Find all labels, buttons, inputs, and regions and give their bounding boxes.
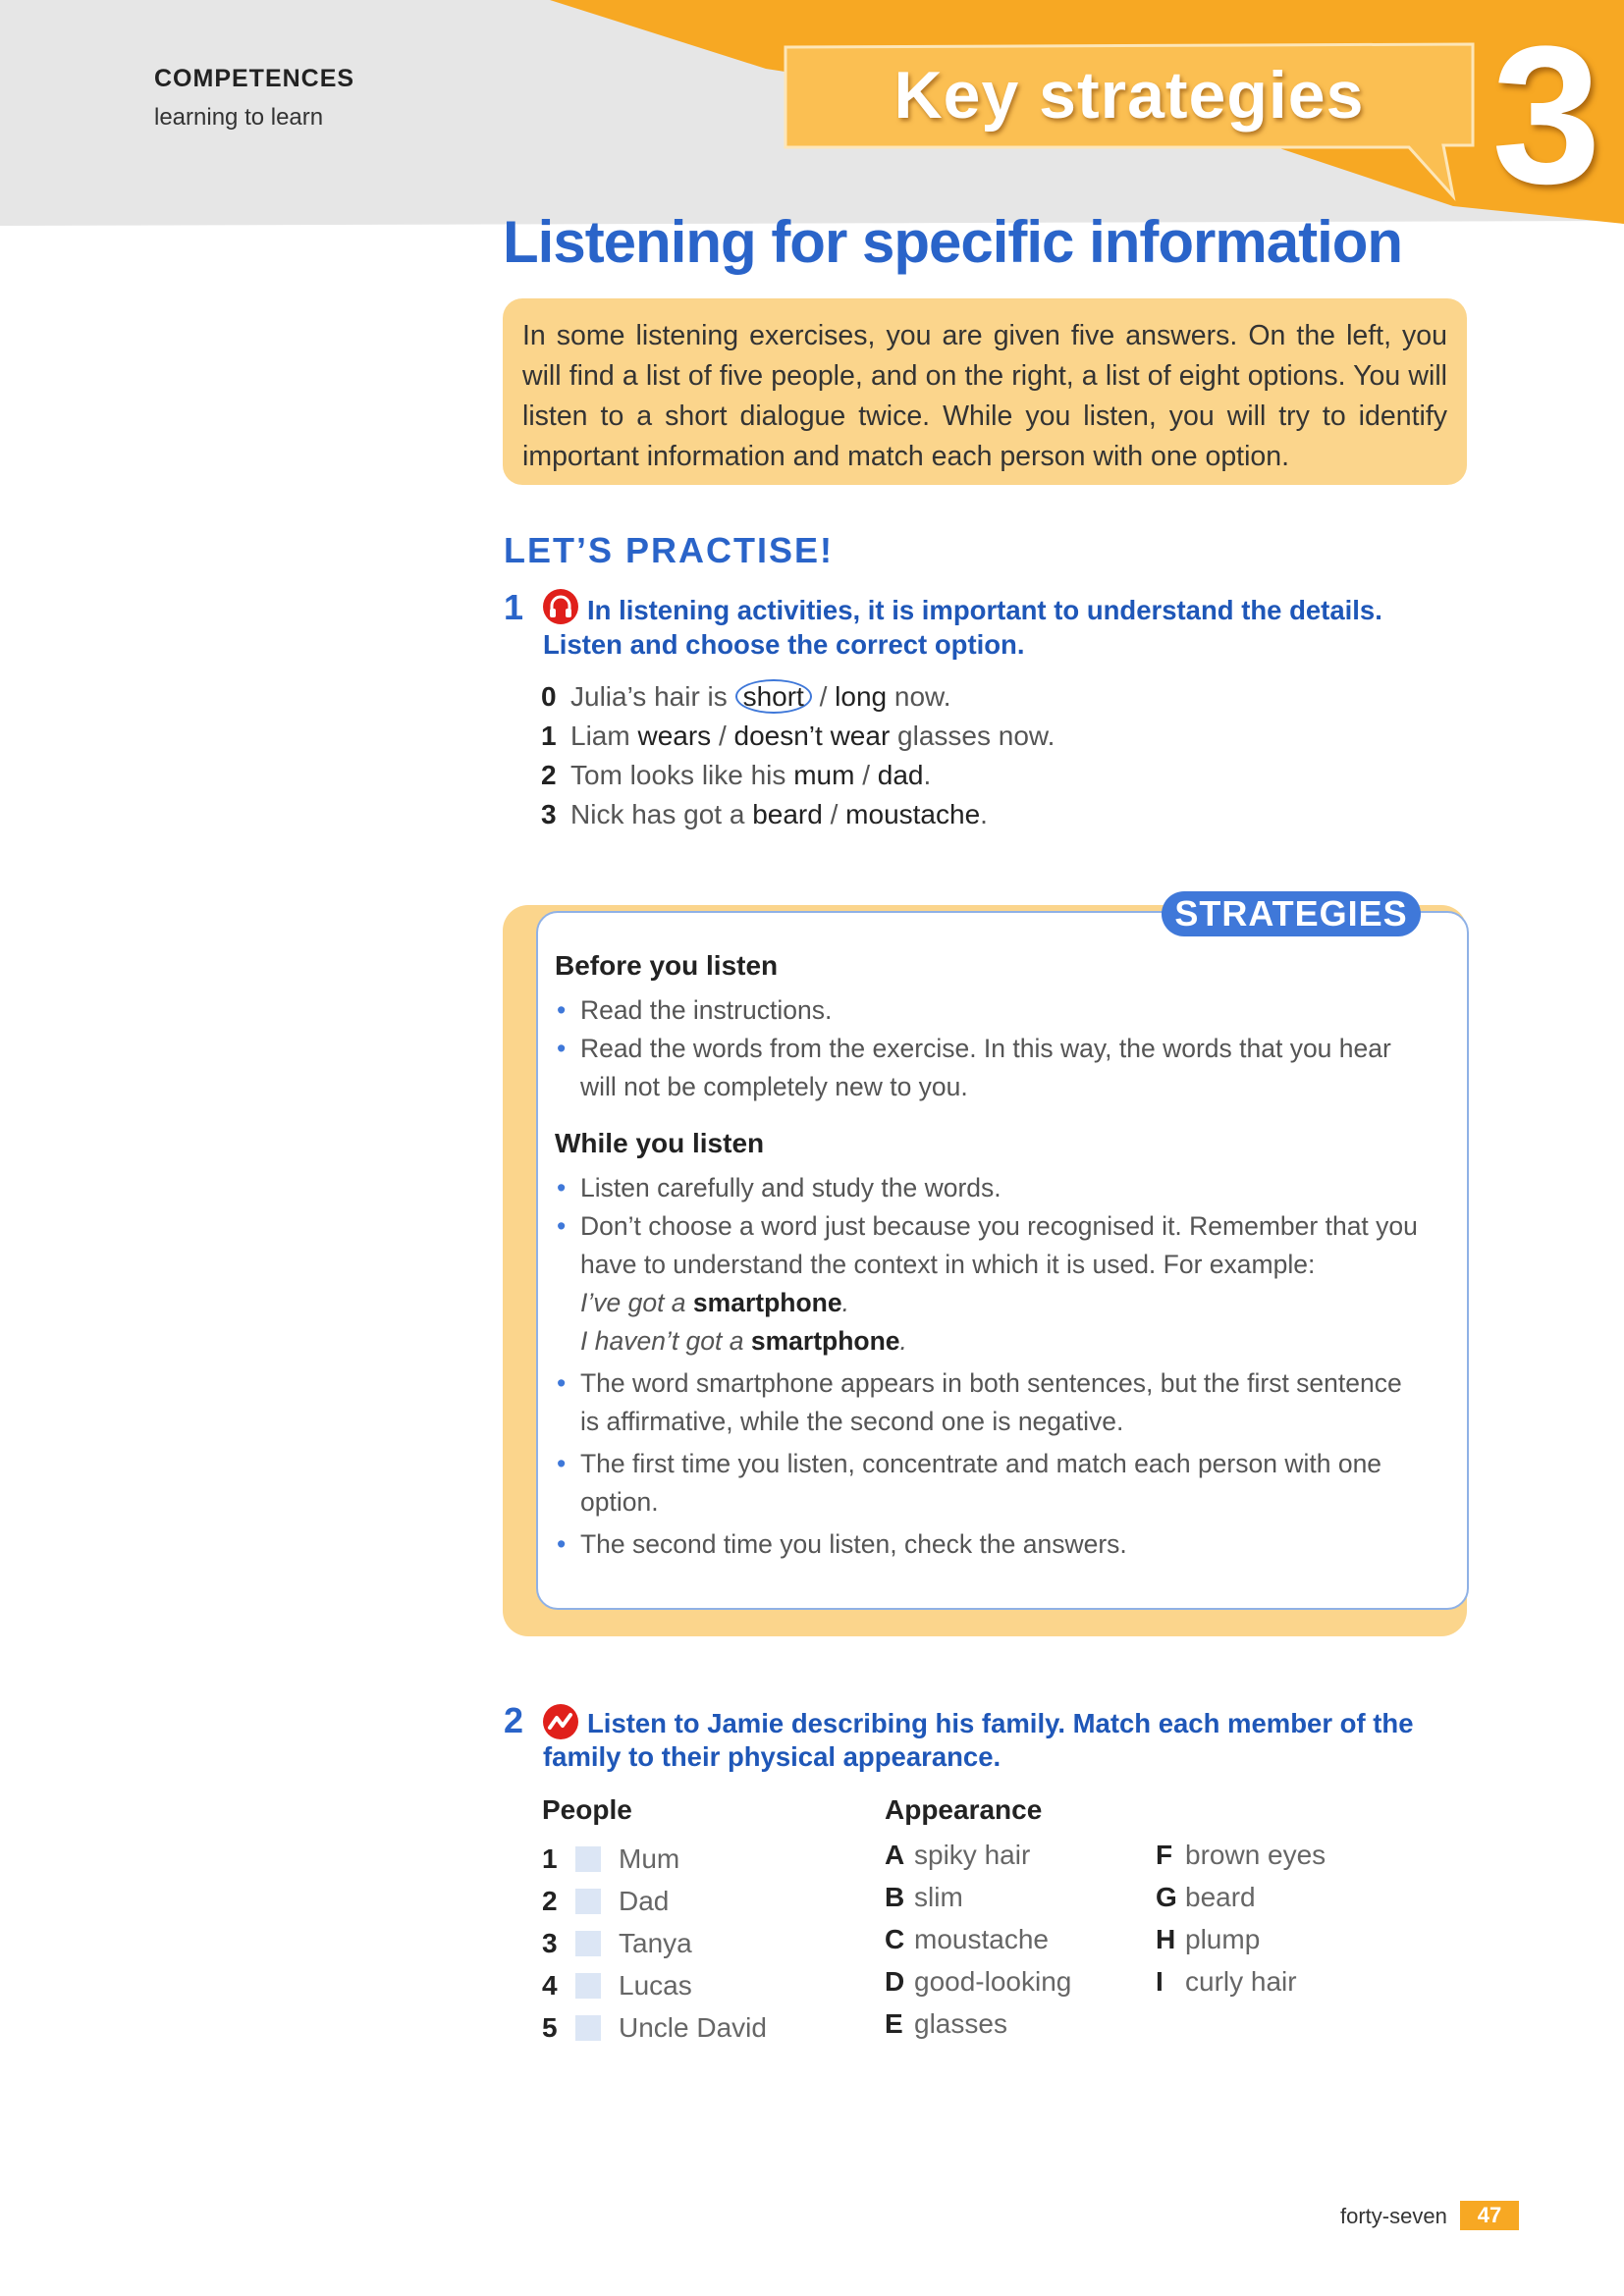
exercise-2-number: 2	[504, 1700, 524, 1740]
appearance-row	[1156, 1834, 1326, 1876]
page-title: Listening for specific information	[503, 209, 1403, 275]
strategies-box	[536, 911, 1469, 1610]
appearance-row	[885, 1876, 1071, 1918]
person-name: Dad	[619, 1886, 670, 1916]
appearance-text: good-looking	[914, 1966, 1072, 1997]
section-heading: LET’S PRACTISE!	[504, 530, 835, 570]
item-text-end: glasses now.	[890, 721, 1056, 751]
before-heading: Before you listen	[555, 950, 779, 981]
item-number: 1	[541, 721, 557, 751]
answer-box[interactable]	[575, 1846, 601, 1872]
item-text-end: .	[923, 760, 932, 790]
person-number: 1	[542, 1843, 558, 1874]
option-b[interactable]: doesn’t wear	[733, 721, 891, 751]
intro-box	[503, 298, 1467, 485]
appearance-letter: A	[885, 1840, 905, 1870]
person-number: 4	[542, 1970, 558, 2001]
item-separator: /	[811, 681, 836, 712]
exercise-1-item	[541, 717, 1055, 756]
while-heading: While you listen	[555, 1128, 765, 1158]
bullet-item: • The second time you listen, check the answers.	[555, 1525, 1438, 1564]
person-name: Mum	[619, 1843, 680, 1874]
item-text-end: now.	[887, 681, 951, 712]
bullet-item: • Read the instructions.	[555, 991, 1438, 1030]
option-a[interactable]: beard	[752, 799, 823, 829]
appearance-text: spiky hair	[914, 1840, 1031, 1870]
competences-label: COMPETENCES	[154, 65, 355, 92]
exercise-1-instruction-line2: Listen and choose the correct option.	[543, 629, 1025, 660]
appearance-letter: C	[885, 1924, 905, 1954]
person-name: Lucas	[619, 1970, 692, 2001]
bullet-continuation: have to understand the context in which it is used. For example:	[580, 1250, 1316, 1279]
example-text: I haven’t got a	[580, 1326, 751, 1356]
appearance-text: brown eyes	[1185, 1840, 1326, 1870]
example-sentence-2	[555, 1322, 1438, 1361]
appearance-row	[885, 1918, 1071, 1960]
exercise-1-instruction-line1: In listening activities, it is important to understand the details.	[587, 595, 1382, 625]
option-a-circled[interactable]: short	[735, 679, 812, 714]
example-text: I’ve got a	[580, 1288, 693, 1317]
person-row	[542, 1964, 767, 2006]
strategies-badge: STRATEGIES	[1162, 891, 1421, 936]
bullet-continuation: will not be completely new to you.	[580, 1072, 968, 1101]
appearance-row	[1156, 1876, 1326, 1918]
bullet-continuation: option.	[580, 1487, 659, 1517]
exercise-1-number: 1	[504, 587, 524, 627]
appearance-text: beard	[1185, 1882, 1256, 1912]
item-separator: /	[822, 799, 846, 829]
appearance-row	[1156, 1918, 1326, 1960]
intro-text: In some listening exercises, you are given five answers. On the left, you will find a list of five people, and on the right, a list of eight options. You will listen to a short dialogue twice. While you listen, you will try to identify important information and match each person with one option.	[522, 320, 1447, 472]
appearance-text: plump	[1185, 1924, 1261, 1954]
option-b[interactable]: long	[835, 681, 888, 712]
person-name: Uncle David	[619, 2012, 767, 2043]
person-number: 3	[542, 1928, 558, 1958]
item-separator: /	[711, 721, 734, 751]
answer-box[interactable]	[575, 1889, 601, 1914]
bullet-item: • The word smartphone appears in both sentences, but the first sentence	[555, 1364, 1438, 1403]
item-text: Nick has got a	[570, 799, 753, 829]
appearance-letter: I	[1156, 1966, 1164, 1997]
appearance-letter: H	[1156, 1924, 1176, 1954]
appearance-letter: E	[885, 2008, 903, 2039]
people-list	[542, 1838, 767, 2049]
example-keyword: smartphone	[750, 1326, 900, 1356]
bullet-continuation: is affirmative, while the second one is negative.	[580, 1407, 1124, 1436]
person-name: Tanya	[619, 1928, 692, 1958]
example-keyword: smartphone	[692, 1288, 842, 1317]
option-b[interactable]: moustache	[845, 799, 981, 829]
option-a[interactable]: wears	[637, 721, 712, 751]
appearance-text: slim	[914, 1882, 963, 1912]
strategies-content	[555, 950, 1438, 1564]
page-number: 47	[1460, 2201, 1519, 2230]
exercise-1-list	[541, 677, 1055, 834]
unit-number: 3	[1491, 6, 1601, 225]
exercise-2-instruction-line1: Listen to Jamie describing his family. Match each member of the	[587, 1708, 1414, 1738]
appearance-text: moustache	[914, 1924, 1049, 1954]
exercise-1-item	[541, 677, 1055, 717]
person-number: 5	[542, 2012, 558, 2043]
bullet-item: • Listen carefully and study the words.	[555, 1169, 1438, 1207]
item-number: 0	[541, 681, 557, 712]
bullet-item: • Read the words from the exercise. In this way, the words that you hear	[555, 1030, 1438, 1068]
person-row	[542, 1838, 767, 1880]
answer-box[interactable]	[575, 1931, 601, 1956]
person-number: 2	[542, 1886, 558, 1916]
option-b[interactable]: dad	[877, 760, 924, 790]
example-sentence-1	[555, 1284, 1438, 1322]
item-separator: /	[854, 760, 878, 790]
appearance-letter: G	[1156, 1882, 1177, 1912]
bullet-item: • The first time you listen, concentrate and match each person with one	[555, 1445, 1438, 1483]
appearance-text: glasses	[914, 2008, 1007, 2039]
appearance-text: curly hair	[1185, 1966, 1297, 1997]
item-text: Julia’s hair is	[570, 681, 735, 712]
appearance-row	[885, 1834, 1071, 1876]
appearance-letter: D	[885, 1966, 905, 1997]
appearance-heading: Appearance	[885, 1794, 1043, 1825]
item-text: Liam	[570, 721, 638, 751]
answer-box[interactable]	[575, 1973, 601, 1999]
headphones-icon[interactable]	[543, 589, 578, 624]
person-row	[542, 2006, 767, 2049]
appearance-letter: F	[1156, 1840, 1173, 1870]
person-row	[542, 1880, 767, 1922]
appearance-letter: B	[885, 1882, 905, 1912]
exercise-1-item	[541, 795, 1055, 834]
item-text: Tom looks like his	[570, 760, 794, 790]
people-heading: People	[542, 1794, 632, 1825]
bullet-item: • Don’t choose a word just because you recognised it. Remember that you	[555, 1207, 1438, 1246]
appearance-row	[885, 1960, 1071, 2002]
appearance-row	[885, 2002, 1071, 2045]
banner-title: Key strategies	[893, 58, 1365, 133]
appearance-row	[1156, 1960, 1326, 2002]
example-text-end: .	[899, 1326, 907, 1356]
option-a[interactable]: mum	[793, 760, 855, 790]
exercise-2-instruction-line2: family to their physical appearance.	[543, 1741, 1001, 1772]
item-number: 2	[541, 760, 557, 790]
person-row	[542, 1922, 767, 1964]
page-number-word: forty-seven	[1340, 2204, 1447, 2228]
item-number: 3	[541, 799, 557, 829]
answer-box[interactable]	[575, 2015, 601, 2041]
appearance-list-right	[1156, 1834, 1326, 2002]
exercise-1-item	[541, 756, 1055, 795]
competences-subtitle: learning to learn	[154, 104, 324, 131]
appearance-list-left	[885, 1834, 1071, 2045]
audio-track-icon[interactable]	[543, 1704, 578, 1739]
item-text-end: .	[980, 799, 988, 829]
example-text-end: .	[841, 1288, 849, 1317]
